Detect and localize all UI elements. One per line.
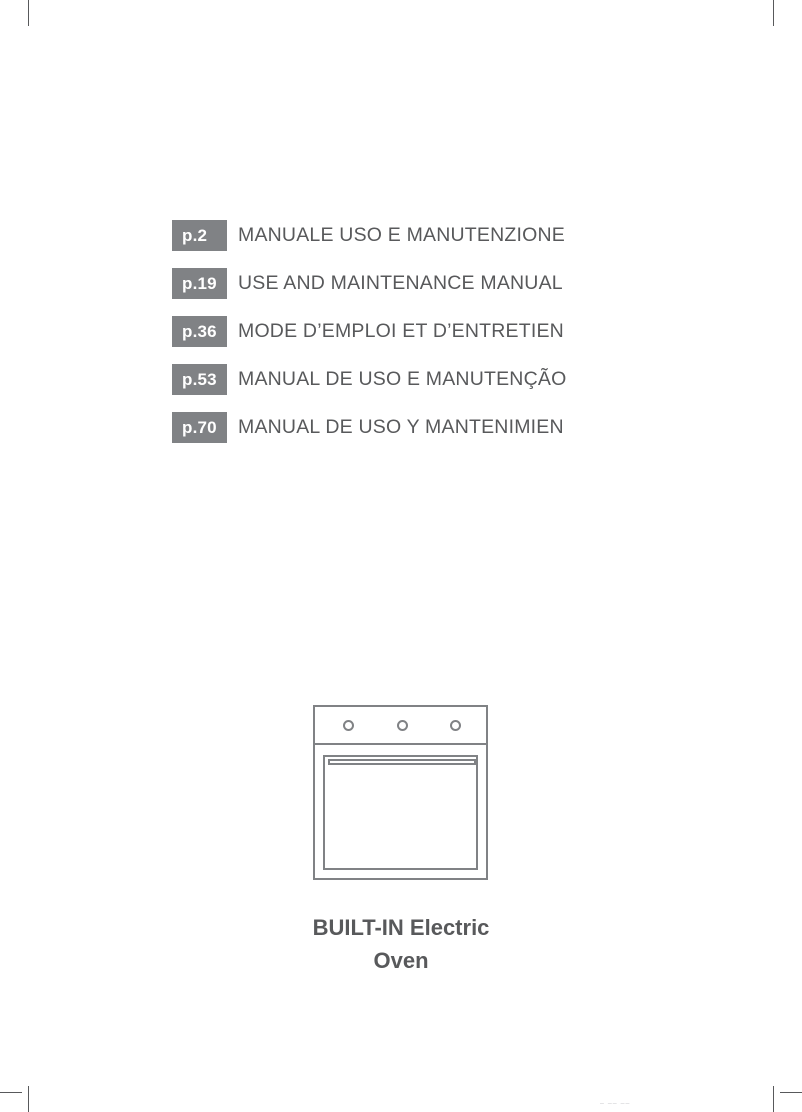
page-title — [0, 912, 802, 977]
page-badge: p.2 — [172, 220, 227, 251]
page-badge: p.53 — [172, 364, 227, 395]
oven-illustration — [313, 705, 488, 880]
bottom-print-code: – –– –– — [600, 1100, 631, 1107]
oven-knob-icon — [343, 720, 354, 731]
caption-line-2: Oven — [373, 947, 429, 973]
oven-knob-icon — [450, 720, 461, 731]
manual-title: MODE D’EMPLOI ET D’ENTRETIEN — [238, 320, 564, 342]
page-badge: p.70 — [172, 412, 227, 443]
page-badge: p.19 — [172, 268, 227, 299]
crop-mark-bottom-left-vertical — [28, 1086, 29, 1112]
crop-mark-bottom-right-horizontal — [780, 1092, 802, 1093]
manual-title: MANUAL DE USO Y MANTENIMIEN — [238, 416, 564, 438]
manual-title: USE AND MAINTENANCE MANUAL — [238, 272, 563, 294]
crop-mark-bottom-right-vertical — [773, 1086, 774, 1112]
list-item — [172, 220, 692, 251]
manual-title: MANUAL DE USO E MANUTENÇÃO — [238, 368, 567, 390]
list-item — [172, 364, 692, 395]
page-badge: p.36 — [172, 316, 227, 347]
crop-mark-top-right — [773, 0, 774, 26]
oven-door — [323, 755, 478, 870]
list-item — [172, 316, 692, 347]
manual-title: MANUALE USO E MANUTENZIONE — [238, 224, 565, 246]
crop-mark-bottom-left-horizontal — [0, 1092, 22, 1093]
list-item — [172, 268, 692, 299]
language-index-list — [172, 220, 692, 460]
oven-control-panel — [315, 707, 486, 745]
oven-knob-icon — [397, 720, 408, 731]
caption-line-1: BUILT-IN Electric — [312, 915, 490, 940]
crop-mark-top-left — [28, 0, 29, 26]
list-item — [172, 412, 692, 443]
